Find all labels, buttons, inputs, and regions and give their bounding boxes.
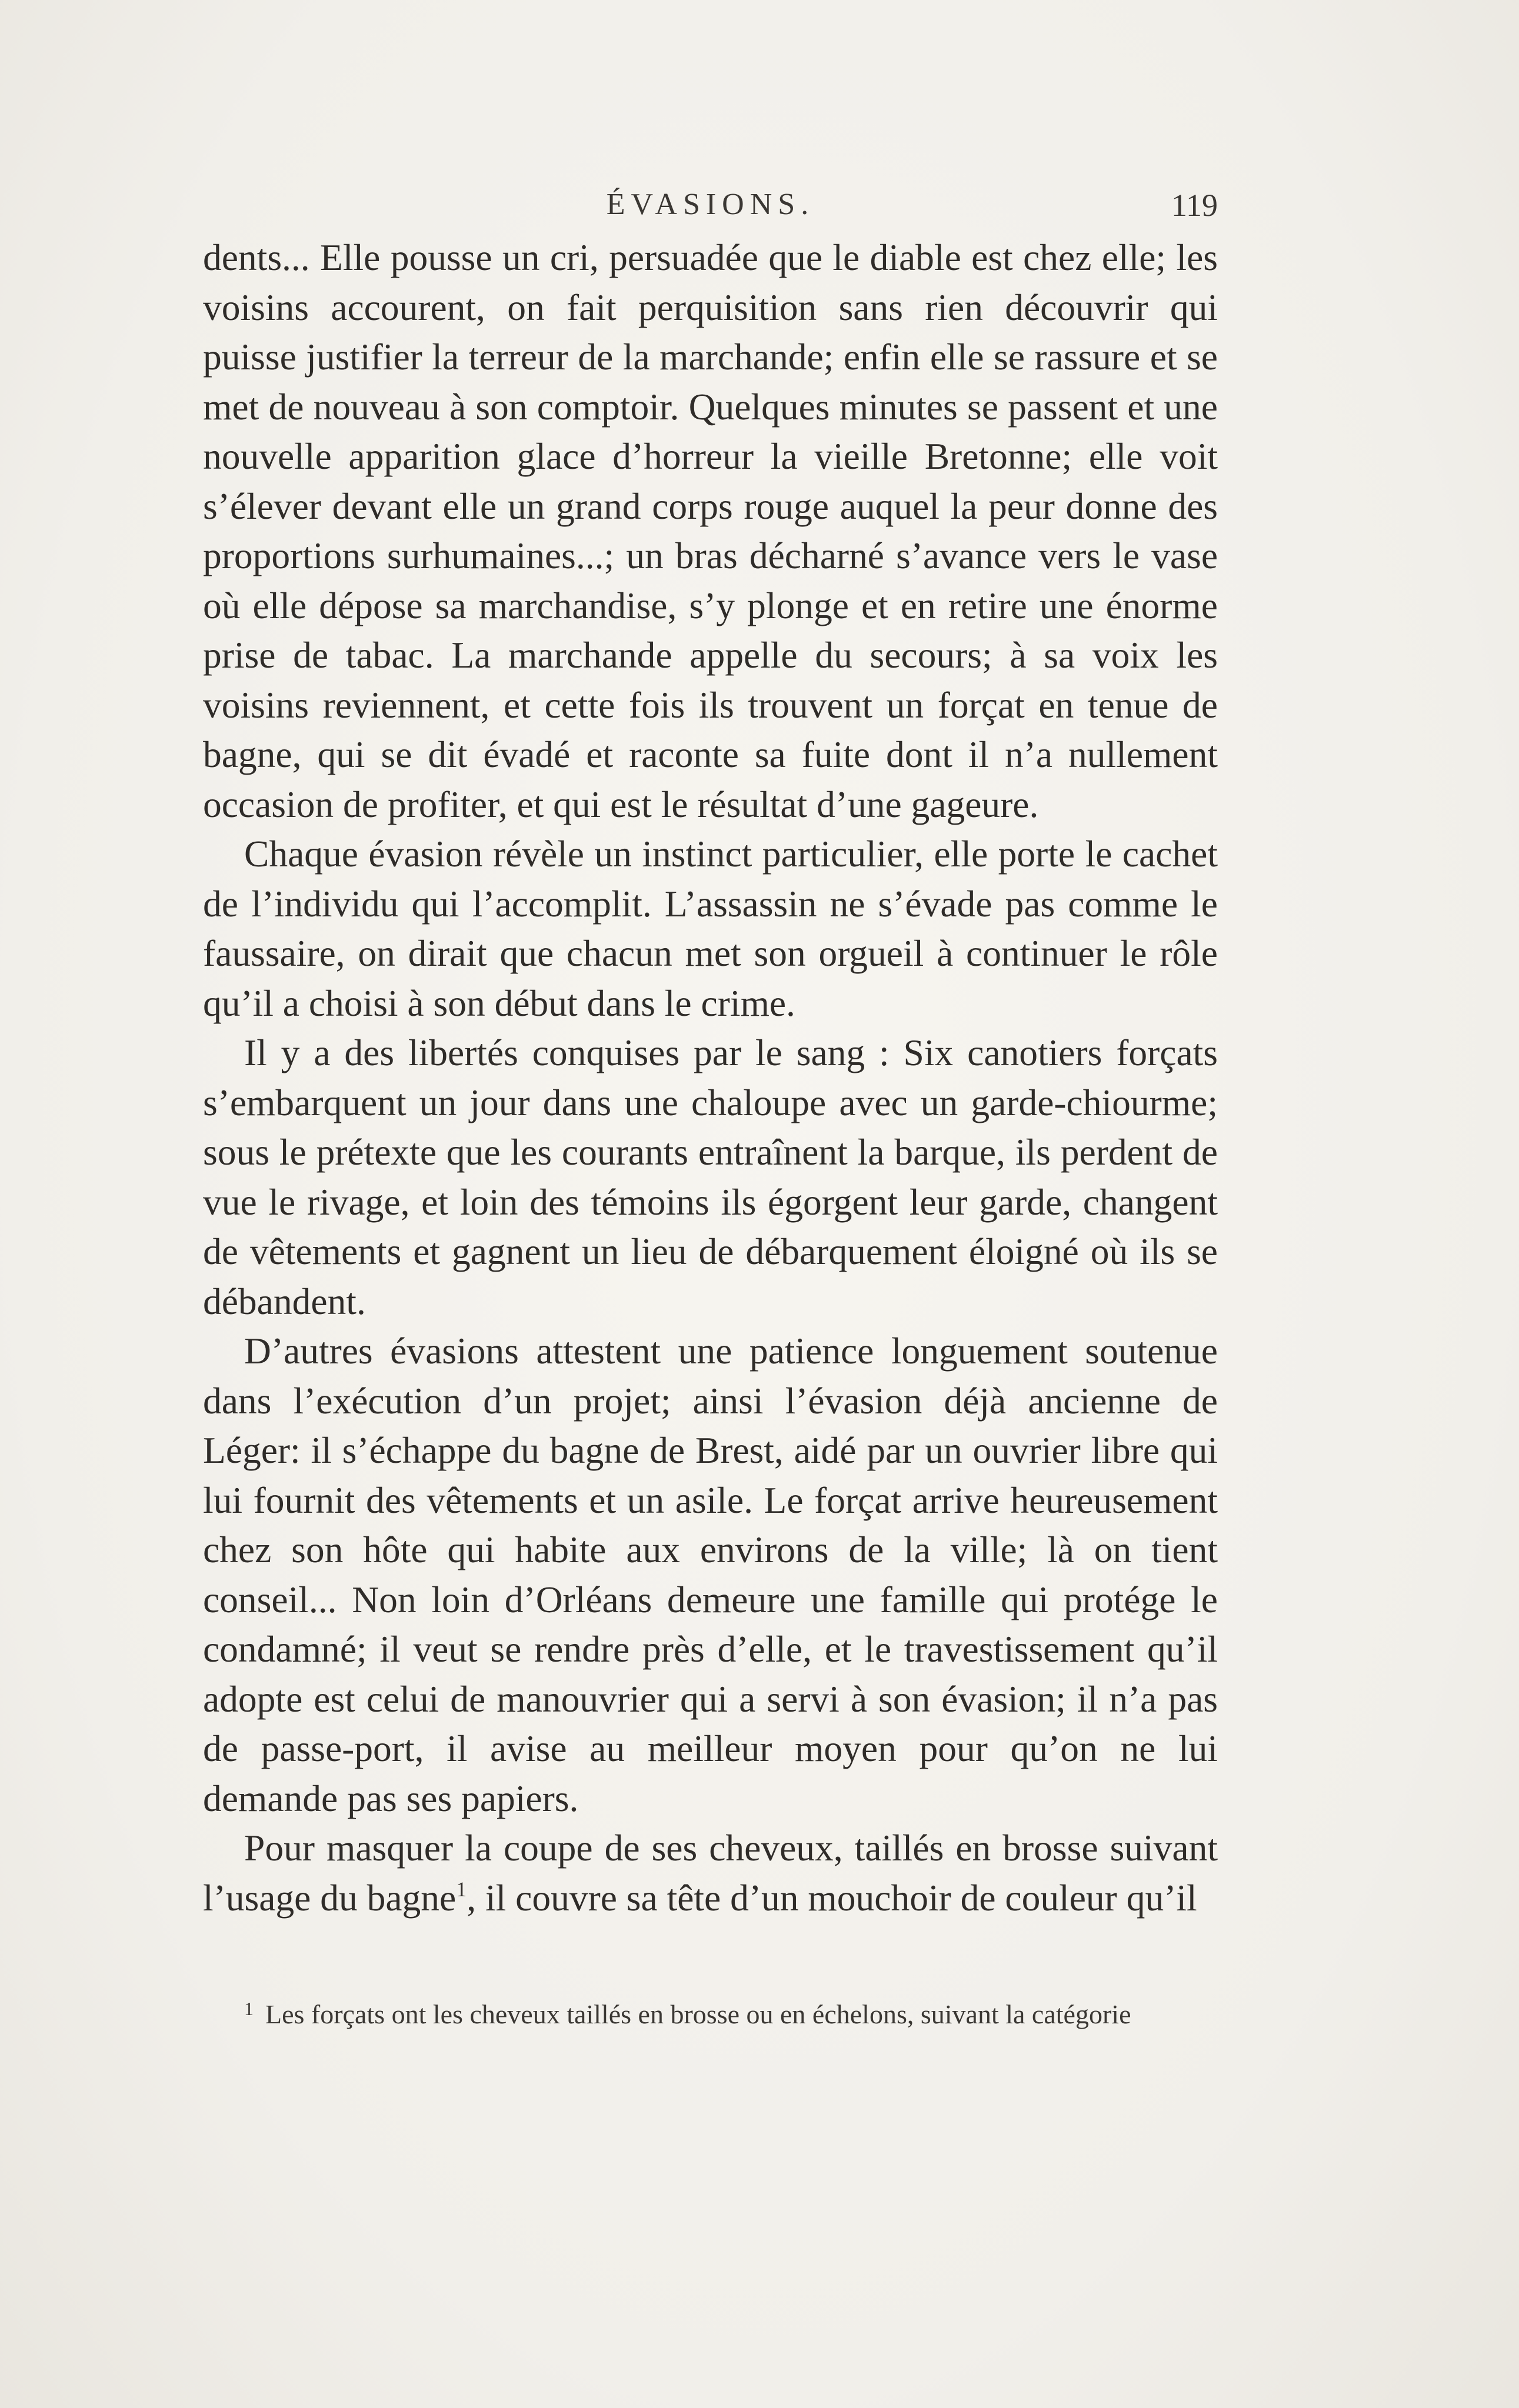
paragraph-text: , il couvre sa tête d’un mouchoir de couleur qu’il <box>467 1876 1197 1919</box>
footnote-marker: 1 <box>244 1998 254 2019</box>
page-header <box>203 187 1218 228</box>
footnote-text: Les forçats ont les cheveux taillés en brosse ou en échelons, suivant la catégorie <box>265 1999 1131 2029</box>
footnote <box>203 1991 1218 2032</box>
body-text <box>203 233 1218 1923</box>
paragraph-continued: dents... Elle pousse un cri, persuadée que le diable est chez elle; les voisins accourent, on fait perquisition sans rien découvrir qui puisse justifier la terreur de la marchande; enfin elle se rassure et se met de nouveau à son comptoir. Quelques minutes se passent et une nouvelle apparition glace d’horreur la vieille Bretonne; elle voit s’élever devant elle un grand corps rouge auquel la peur donne des proportions surhumaines...; un bras décharné s’avance vers le vase où elle dépose sa marchandise, s’y plonge et en retire une énorme prise de tabac. La marchande appelle du secours; à sa voix les voisins reviennent, et cette fois ils trouvent un forçat en tenue de bagne, qui se dit évadé et raconte sa fuite dont il n’a nullement occasion de profiter, et qui est le résultat d’une gageure. <box>203 236 1218 825</box>
paragraph: D’autres évasions attestent une patience longuement soutenue dans l’exécution d’un projet; ainsi l’évasion déjà ancienne de Léger: il s’échappe du bagne de Brest, aidé par un ouvrier libre qui lui fournit des vêtements et un asile. Le forçat arrive heureusement chez son hôte qui habite aux environs de la ville; là on tient conseil... Non loin d’Orléans demeure une famille qui protége le condamné; il veut se rendre près d’elle, et le travestissement qu’il adopte est celui de manouvrier qui a servi à son évasion; il n’a pas de passe-port, il avise au meilleur moyen pour qu’on ne lui demande pas ses papiers. <box>203 1330 1218 1819</box>
paragraph-text: Pour masquer la coupe de ses cheveux, taillés en brosse suivant l’usage du bagne <box>203 1827 1218 1919</box>
paragraph-last <box>203 1823 1218 1923</box>
paragraph: Il y a des libertés conquises par le sang : Six canotiers forçats s’embarquent un jour dans une chaloupe avec un garde-chiourme; sous le prétexte que les courants entraînent la barque, ils perdent de vue le rivage, et loin des témoins ils égorgent leur garde, changent de vêtements et gagnent un lieu de débarquement éloigné où ils se débandent. <box>203 1032 1218 1322</box>
running-head: ÉVASIONS. <box>606 188 815 221</box>
paragraph: Chaque évasion révèle un instinct particulier, elle porte le cachet de l’individu qui l’accomplit. L’assassin ne s’évade pas comme le faussaire, on dirait que chacun met son orgueil à continuer le rôle qu’il a choisi à son début dans le crime. <box>203 833 1218 1024</box>
footnote-reference: 1 <box>456 1877 467 1901</box>
page-number: 119 <box>1171 188 1218 223</box>
